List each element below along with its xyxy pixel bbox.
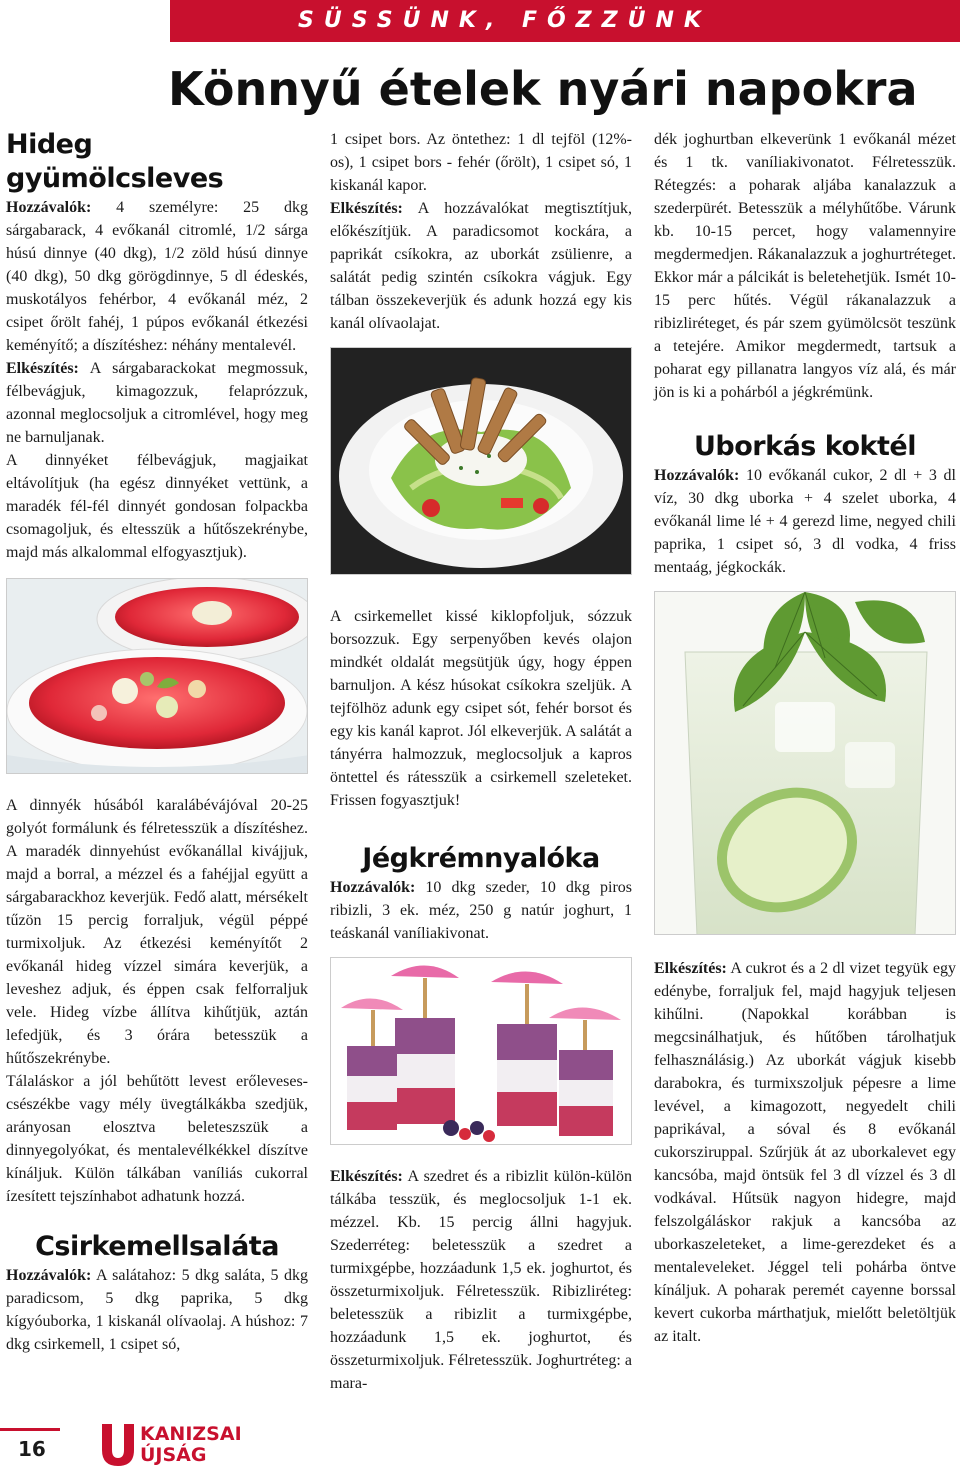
cocktail-method: Elkészítés: A cukrot és a 2 dl vizet tegyük egy edénybe, forraljuk fel, majd hagyjuk teljesen kihűlni. (Napokkal korábban is megcsinálhatjuk, és hűtőben tárolhatjuk felhasználásig.) Az uborkát vágjuk kisebb darabokra, és turmixszoljuk pépesre a lime levével, a kimagozott, negyedelt chili paprikával, a sóval és 8 evőkanál cukorsziruppal. Szűrjük át az uborkalevet egy kancsóba, majd öntsük fel 3 dl vízzel és 3 dl vodkával. Hűtsük nagyon hidegre, majd felszolgáláskor rakjuk a kancsóba az uborkaszeleteket, a lime-gerezdeket és a mentaleveleket. Jéggel teli pohárba öntve kínáljuk. A poharak peremét cayenne borssal kevert cukorba márthatjuk, mielőtt beletöltjük az italt. [654, 960, 956, 1345]
logo-line-1: KANIZSAI [140, 1423, 242, 1445]
publication-logo [98, 1420, 258, 1468]
icecream-ingredients: Hozzávalók: 10 dkg szeder, 10 dkg piros ribizli, 3 ek. méz, 250 g natúr joghurt, 1 teáskanál vaníliakivonat. [330, 879, 632, 942]
salad-method-2: A csirkemellet kissé kiklopfoljuk, sózzuk borsozzuk. Egy serpenyőben kevés olajon mindkét oldalát megsütjük úgy, hogy éppen barnuljon. A kész húsokat csíkokra szeljük. A tejfölhöz adunk egy csipet sót, fehér borsot és egy kis kanál kaprot. Jól elkeverjük. A salátát a tányérra halmozzuk, meglocsoljuk a kapros öntettel és rátesszük a csirkemell szeleteket. Frissen fogyasztjuk! [330, 608, 632, 809]
cocktail-photo [654, 591, 956, 935]
salad-ingredients-cont: 1 csipet bors. Az öntethez: 1 dl tejföl (12%-os), 1 csipet bors - fehér (őrölt), 1 csipet só, 1 kiskanál kapor. [330, 131, 632, 194]
column-1 [6, 128, 308, 1356]
soup-title: Hideg gyümölcsleves [6, 129, 224, 194]
section-label: SÜSSÜNK, FŐZZÜNK [298, 8, 711, 33]
salad-method-1: Elkészítés: A hozzávalókat megtisztítjuk, előkészítjük. A paradicsomot kockára, a paprikát csíkokra, az uborkát zsülienre, a salátát pedig szintén csíkokra vágjuk. Egy tálban összekeverjük és adunk hozzá egy kis kanál olívaolajat. [330, 200, 632, 332]
soup-method-3: A dinnyék húsából karalábévájóval 20-25 golyót formálunk és félretesszük a díszítéshez. A maradék dinnyehúst evőkanállal kivájjuk, majd a borral, a mézzel és a fahéjjal együtt a sárgabarackhoz keverjük. Fedő alatt, mérsékelt tűzön 15 percig forraljuk, végül péppé turmixoljuk. Az étkezési keményítőt 2 evőkanál hideg vízzel simára keverjük, a leveshez adjuk, és éppen csak felforraljuk vele. Hideg vízbe állítva kihűtjük, aztán lefedjük, és 3 órára betesszük a hűtőszekrénybe. [6, 797, 308, 1067]
soup-method-2: A dinnyéket félbevágjuk, magjaikat eltávolítjuk (ha egész dinnyéket vettünk, a maradék fél-fél dinnyét gondosan folpackba csomagoljuk, és eltesszük a hűtőszekrénybe, majd más alkalommal elfogyasztjuk). [6, 452, 308, 561]
section-banner [170, 0, 960, 42]
soup-method-1: Elkészítés: A sárgabarackokat megmossuk, félbevágjuk, kimagozzuk, felaprózzuk, azonnal meglocsoljuk a citromlével, hogy meg ne barnuljanak. [6, 360, 308, 446]
icecream-method: Elkészítés: A szedret és a ribizlit külön-külön tálkába tesszük, és meglocsoljuk 1-1 ek. mézzel. Kb. 15 percig állni hagyjuk. Szederréteg: beletesszük a szedret a turmixgépbe, hozzáadunk 1,5 ek. joghurtot, és összeturmixoljuk. Félretesszük. Ribizliréteg: beletesszük a ribizlit a turmixgépbe, hozzáadunk 1,5 ek. joghurtot, és összeturmixoljuk. Félretesszük. Joghurtréteg: a mara- [330, 1168, 632, 1392]
column-3 [654, 128, 956, 1348]
salad-ingredients: Hozzávalók: A salátahoz: 5 dkg saláta, 5 dkg paradicsom, 5 dkg paprika, 5 dkg kígyóuborka, 1 kiskanál olívaolaj. A húshoz: 7 dkg csirkemell, 1 csipet só, [6, 1267, 308, 1353]
soup-method-4: Tálaláskor a jól behűtött levest erőleveses-csészékbe vagy mély üvegtálkákba szedjük, arányosan elosztva beleteszszük a dinnyegolyókat, és mentalevélkékkel díszítve kínáljuk. Külön tálkában vaníliás cukorral ízesített tejszínhabot adhatunk hozzá. [6, 1073, 308, 1205]
cocktail-ingredients: Hozzávalók: 10 evőkanál cukor, 2 dl + 3 dl víz, 30 dkg uborka + 4 szelet uborka, 4 evőkanál lime lé + 4 gerezd lime, negyed chili paprika, 1 csipet só, 3 dl vodka, 4 friss mentaág, jégkockák. [654, 467, 956, 576]
icecream-method-cont: dék joghurtban elkeverünk 1 evőkanál mézet és 1 tk. vaníliakivonatot. Félretesszük. Rétegzés: a poharak aljába kanalazzuk a szederpürét. Betesszük a mélyhűtőbe. Várunk kb. 10-15 percet, hogy valamennyire megdermedjen. Rákanalazzuk a joghurtréteget. Ekkor már a pálcikát is beletehetjük. Ismét 10-15 perc hűtés. Végül rákanalazzuk a ribizliréteget, és pár szem gyümölcsöt teszünk a tetejére. Amikor megdermedt, tartsuk a poharat egy pillanatra langyos víz alá, és már jön is ki a pohárból a jégkrémünk. [654, 131, 956, 401]
column-2 [330, 128, 632, 1395]
popsicle-image [331, 958, 632, 1145]
cocktail-title: Uborkás koktél [694, 431, 916, 462]
logo-line-2: ÚJSÁG [140, 1444, 207, 1466]
chicken-salad-image [331, 348, 632, 575]
icecream-title: Jégkrémnyalóka [362, 843, 600, 874]
page-number: 16 [0, 1428, 60, 1466]
soup-ingredients: Hozzávalók: 4 személyre: 25 dkg sárgabarack, 4 evőkanál citromlé, 1/2 sárga húsú dinnye (40 dkg), 1/2 zöld húsú dinnye (40 dkg), 50 dkg görögdinnye, 5 dl édeskés, muskotályos fehérbor, 4 evőkanál méz, 2 csipet őrölt fahéj, 1 púpos evőkanál étkezési keményítő; a díszítéshez: néhány mentalevél. [6, 199, 308, 354]
soup-photo [6, 578, 308, 774]
page-title: Könnyű ételek nyári napokra [168, 62, 918, 116]
cucumber-cocktail-image [655, 592, 956, 935]
icecream-photo [330, 957, 632, 1145]
salad-photo [330, 347, 632, 575]
soup-bowl-image [7, 579, 308, 774]
salad-title: Csirkemellsaláta [35, 1231, 279, 1262]
